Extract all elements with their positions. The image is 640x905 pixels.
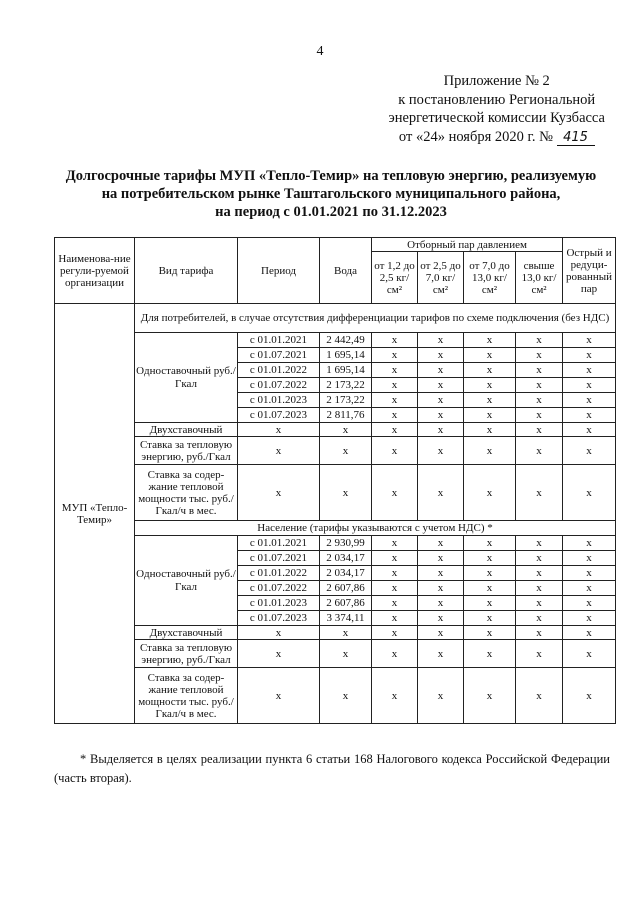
header-sharp-steam: Острый и редуци-рованный пар <box>563 238 616 304</box>
sharp-cell: x <box>563 611 616 626</box>
p1-cell: x <box>372 668 418 724</box>
appendix-line-1: Приложение № 2 <box>443 73 550 89</box>
p3-cell: x <box>464 596 516 611</box>
p3-cell: x <box>464 640 516 668</box>
p2-cell: x <box>418 408 464 423</box>
period-cell: x <box>238 437 320 465</box>
p4-cell: x <box>516 333 563 348</box>
p4-cell: x <box>516 551 563 566</box>
p1-cell: x <box>372 581 418 596</box>
water-cell: 2 173,22 <box>320 393 372 408</box>
period-cell: x <box>238 640 320 668</box>
p4-cell: x <box>516 640 563 668</box>
p1-cell: x <box>372 378 418 393</box>
sharp-cell: x <box>563 640 616 668</box>
p2-cell: x <box>418 581 464 596</box>
p2-cell: x <box>418 611 464 626</box>
p4-cell: x <box>516 668 563 724</box>
sharp-cell: x <box>563 393 616 408</box>
p2-cell: x <box>418 363 464 378</box>
p1-cell: x <box>372 551 418 566</box>
water-cell: x <box>320 423 372 437</box>
water-cell: 2 442,49 <box>320 333 372 348</box>
p4-cell: x <box>516 408 563 423</box>
p4-cell: x <box>516 536 563 551</box>
sharp-cell: x <box>563 423 616 437</box>
appendix-line-4 <box>388 128 605 147</box>
sharp-cell: x <box>563 566 616 581</box>
period-cell: с 01.07.2021 <box>238 348 320 363</box>
p3-cell: x <box>464 363 516 378</box>
table-row <box>55 423 616 437</box>
period-cell: x <box>238 465 320 521</box>
header-pressure-4: свыше 13,0 кг/см² <box>516 252 563 304</box>
sharp-cell: x <box>563 551 616 566</box>
p4-cell: x <box>516 626 563 640</box>
period-cell: с 01.01.2022 <box>238 363 320 378</box>
appendix-block <box>388 72 605 146</box>
p2-cell: x <box>418 393 464 408</box>
p1-cell: x <box>372 393 418 408</box>
water-cell: x <box>320 668 372 724</box>
p4-cell: x <box>516 566 563 581</box>
period-cell: с 01.01.2021 <box>238 536 320 551</box>
table-row <box>55 536 616 551</box>
period-cell: с 01.01.2023 <box>238 393 320 408</box>
p1-cell: x <box>372 640 418 668</box>
table-row <box>55 333 616 348</box>
p1-cell: x <box>372 437 418 465</box>
row-label: Двухставочный <box>135 423 238 437</box>
appendix-date: от «24» ноября 2020 г. № <box>398 128 553 145</box>
sharp-cell: x <box>563 348 616 363</box>
header-water: Вода <box>320 238 372 304</box>
p4-cell: x <box>516 611 563 626</box>
title-line-1: Долгосрочные тарифы МУП «Тепло-Темир» на тепловую энергию, реализуемую <box>65 168 597 184</box>
p3-cell: x <box>464 408 516 423</box>
section2-title: Население (тарифы указываются с учетом НДС) * <box>135 521 616 536</box>
sharp-cell: x <box>563 378 616 393</box>
title-line-2: на потребительском рынке Таштагольского муниципального района, <box>101 186 561 202</box>
p4-cell: x <box>516 423 563 437</box>
page-number: 4 <box>316 44 324 59</box>
period-cell: с 01.01.2021 <box>238 333 320 348</box>
section2-one-part-label: Одноставочный руб./Гкал <box>135 536 238 626</box>
p3-cell: x <box>464 378 516 393</box>
p1-cell: x <box>372 566 418 581</box>
period-cell: с 01.07.2021 <box>238 551 320 566</box>
section1-one-part-label: Одноставочный руб./Гкал <box>135 333 238 423</box>
table-row <box>55 465 616 521</box>
tariff-table <box>54 237 616 724</box>
p4-cell: x <box>516 363 563 378</box>
p3-cell: x <box>464 626 516 640</box>
p3-cell: x <box>464 611 516 626</box>
period-cell: с 01.07.2023 <box>238 408 320 423</box>
p2-cell: x <box>418 596 464 611</box>
p2-cell: x <box>418 423 464 437</box>
p4-cell: x <box>516 348 563 363</box>
water-cell: 2 034,17 <box>320 566 372 581</box>
water-cell: 2 811,76 <box>320 408 372 423</box>
water-cell: 2 607,86 <box>320 581 372 596</box>
header-pressure-1: от 1,2 до 2,5 кг/см² <box>372 252 418 304</box>
row-label: Ставка за содер-жание тепловой мощности тыс. руб./Гкал/ч в мес. <box>135 668 238 724</box>
p4-cell: x <box>516 393 563 408</box>
p4-cell: x <box>516 581 563 596</box>
p3-cell: x <box>464 668 516 724</box>
p1-cell: x <box>372 348 418 363</box>
header-type: Вид тарифа <box>135 238 238 304</box>
p2-cell: x <box>418 465 464 521</box>
p1-cell: x <box>372 333 418 348</box>
table-row <box>55 668 616 724</box>
row-label: Ставка за тепловую энергию, руб./Гкал <box>135 640 238 668</box>
p2-cell: x <box>418 626 464 640</box>
p2-cell: x <box>418 566 464 581</box>
p3-cell: x <box>464 437 516 465</box>
water-cell: x <box>320 640 372 668</box>
org-name: МУП «Тепло-Темир» <box>55 304 135 724</box>
p2-cell: x <box>418 437 464 465</box>
sharp-cell: x <box>563 363 616 378</box>
p1-cell: x <box>372 423 418 437</box>
period-cell: с 01.07.2022 <box>238 378 320 393</box>
p2-cell: x <box>418 551 464 566</box>
water-cell: x <box>320 437 372 465</box>
sharp-cell: x <box>563 465 616 521</box>
p1-cell: x <box>372 611 418 626</box>
p3-cell: x <box>464 566 516 581</box>
p4-cell: x <box>516 596 563 611</box>
row-label: Двухставочный <box>135 626 238 640</box>
p3-cell: x <box>464 348 516 363</box>
p3-cell: x <box>464 581 516 596</box>
water-cell: 2 930,99 <box>320 536 372 551</box>
title-line-3: на период с 01.01.2021 по 31.12.2023 <box>215 204 447 220</box>
table-row <box>55 626 616 640</box>
water-cell: 3 374,11 <box>320 611 372 626</box>
p2-cell: x <box>418 536 464 551</box>
document-title <box>40 167 622 221</box>
period-cell: x <box>238 423 320 437</box>
period-cell: с 01.01.2022 <box>238 566 320 581</box>
water-cell: x <box>320 626 372 640</box>
appendix-line-3: энергетической комиссии Кузбасса <box>388 110 605 126</box>
p2-cell: x <box>418 640 464 668</box>
row-label: Ставка за содер-жание тепловой мощности тыс. руб./Гкал/ч в мес. <box>135 465 238 521</box>
table-row <box>55 640 616 668</box>
water-cell: 2 034,17 <box>320 551 372 566</box>
p3-cell: x <box>464 423 516 437</box>
sharp-cell: x <box>563 581 616 596</box>
sharp-cell: x <box>563 596 616 611</box>
p3-cell: x <box>464 393 516 408</box>
p4-cell: x <box>516 378 563 393</box>
header-steam-group: Отборный пар давлением <box>372 238 563 252</box>
p2-cell: x <box>418 668 464 724</box>
water-cell: 1 695,14 <box>320 363 372 378</box>
header-pressure-3: от 7,0 до 13,0 кг/см² <box>464 252 516 304</box>
p4-cell: x <box>516 465 563 521</box>
water-cell: x <box>320 465 372 521</box>
period-cell: x <box>238 668 320 724</box>
p1-cell: x <box>372 408 418 423</box>
period-cell: с 01.07.2022 <box>238 581 320 596</box>
p2-cell: x <box>418 378 464 393</box>
sharp-cell: x <box>563 668 616 724</box>
p3-cell: x <box>464 536 516 551</box>
p1-cell: x <box>372 465 418 521</box>
section1-title: Для потребителей, в случае отсутствия дифференциации тарифов по схеме подключения (без НДС) <box>135 304 616 333</box>
water-cell: 2 173,22 <box>320 378 372 393</box>
p4-cell: x <box>516 437 563 465</box>
period-cell: с 01.01.2023 <box>238 596 320 611</box>
resolution-number: 415 <box>557 131 595 146</box>
p3-cell: x <box>464 465 516 521</box>
footnote: * Выделяется в целях реализации пункта 6 статьи 168 Налогового кодекса Российской Федерации (часть вторая). <box>54 752 610 785</box>
appendix-line-2: к постановлению Региональной <box>398 91 596 108</box>
header-org: Наименова-ние регули-руемой организации <box>55 238 135 304</box>
header-pressure-2: от 2,5 до 7,0 кг/см² <box>418 252 464 304</box>
sharp-cell: x <box>563 437 616 465</box>
water-cell: 2 607,86 <box>320 596 372 611</box>
header-period: Период <box>238 238 320 304</box>
sharp-cell: x <box>563 626 616 640</box>
p1-cell: x <box>372 536 418 551</box>
period-cell: x <box>238 626 320 640</box>
period-cell: с 01.07.2023 <box>238 611 320 626</box>
p1-cell: x <box>372 626 418 640</box>
row-label: Ставка за тепловую энергию, руб./Гкал <box>135 437 238 465</box>
p2-cell: x <box>418 348 464 363</box>
p2-cell: x <box>418 333 464 348</box>
p3-cell: x <box>464 333 516 348</box>
p1-cell: x <box>372 596 418 611</box>
table-row <box>55 437 616 465</box>
sharp-cell: x <box>563 536 616 551</box>
water-cell: 1 695,14 <box>320 348 372 363</box>
sharp-cell: x <box>563 333 616 348</box>
p3-cell: x <box>464 551 516 566</box>
sharp-cell: x <box>563 408 616 423</box>
p1-cell: x <box>372 363 418 378</box>
